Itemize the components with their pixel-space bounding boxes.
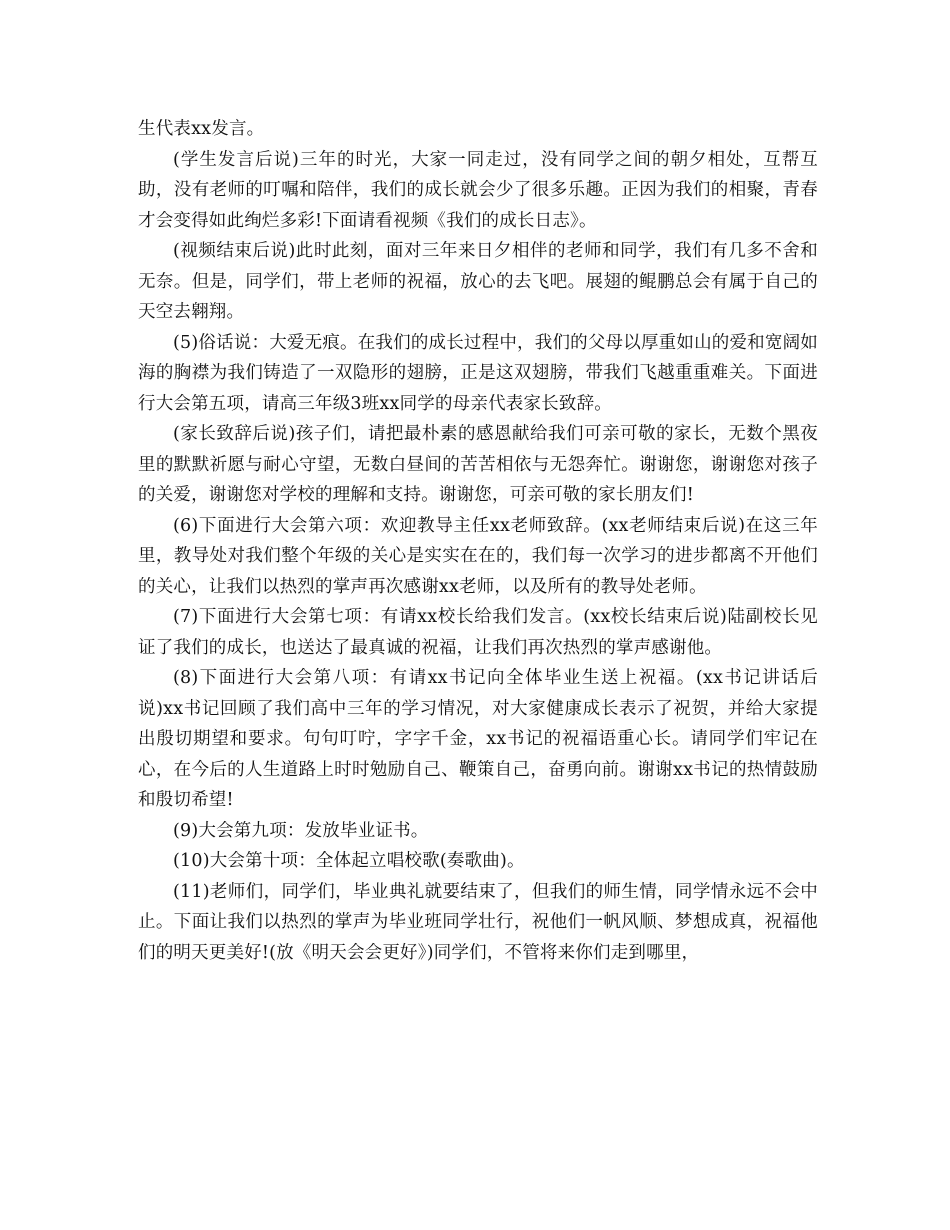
paragraph: (5)俗话说：大爱无痕。在我们的成长过程中，我们的父母以厚重如山的爱和宽阔如海的胸襟为我们铸造了一双隐形的翅膀，正是这双翅膀，带我们飞越重重难关。下面进行大会第五项，请高三年级3班xx同学的母亲代表家长致辞。 bbox=[138, 332, 818, 414]
paragraph-continuation: 生代表xx发言。 bbox=[138, 119, 265, 139]
paragraph: (10)大会第十项：全体起立唱校歌(奏歌曲)。 bbox=[173, 851, 525, 871]
paragraph: (学生发言后说)三年的时光，大家一同走过，没有同学之间的朝夕相处，互帮互助，没有老师的叮嘱和陪伴，我们的成长就会少了很多乐趣。正因为我们的相聚，青春才会变得如此绚烂多彩!下面请看视频《我们的成长日志》。 bbox=[138, 149, 818, 231]
paragraph: (家长致辞后说)孩子们，请把最朴素的感恩献给我们可亲可敬的家长，无数个黑夜里的默默祈愿与耐心守望，无数白昼间的苦苦相依与无怨奔忙。谢谢您，谢谢您对孩子的关爱，谢谢您对学校的理解和支持。谢谢您，可亲可敬的家长朋友们! bbox=[138, 424, 818, 505]
paragraph: (6)下面进行大会第六项：欢迎教导主任xx老师致辞。(xx老师结束后说)在这三年里，教导处对我们整个年级的关心是实实在在的，我们每一次学习的进步都离不开他们的关心，让我们以热烈的掌声再次感谢xx老师，以及所有的教导处老师。 bbox=[138, 515, 818, 597]
document-body bbox=[138, 114, 818, 968]
paragraph: (8)下面进行大会第八项：有请xx书记向全体毕业生送上祝福。(xx书记讲话后说)xx书记回顾了我们高中三年的学习情况，对大家健康成长表示了祝贺，并给大家提出殷切期望和要求。句句叮咛，字字千金，xx书记的祝福语重心长。请同学们牢记在心，在今后的人生道路上时时勉励自己、鞭策自己，奋勇向前。谢谢xx书记的热情鼓励和殷切希望! bbox=[138, 668, 818, 810]
paragraph: (7)下面进行大会第七项：有请xx校长给我们发言。(xx校长结束后说)陆副校长见证了我们的成长，也送达了最真诚的祝福，让我们再次热烈的掌声感谢他。 bbox=[138, 607, 818, 658]
paragraph: (视频结束后说)此时此刻，面对三年来日夕相伴的老师和同学，我们有几多不舍和无奈。但是，同学们，带上老师的祝福，放心的去飞吧。展翅的鲲鹏总会有属于自己的天空去翱翔。 bbox=[138, 241, 818, 322]
paragraph: (9)大会第九项：发放毕业证书。 bbox=[173, 820, 429, 841]
paragraph: (11)老师们，同学们，毕业典礼就要结束了，但我们的师生情，同学情永远不会中止。下面让我们以热烈的掌声为毕业班同学壮行，祝他们一帆风顺、梦想成真，祝福他们的明天更美好!(放《明天会会更好》)同学们，不管将来你们走到哪里， bbox=[138, 881, 818, 963]
